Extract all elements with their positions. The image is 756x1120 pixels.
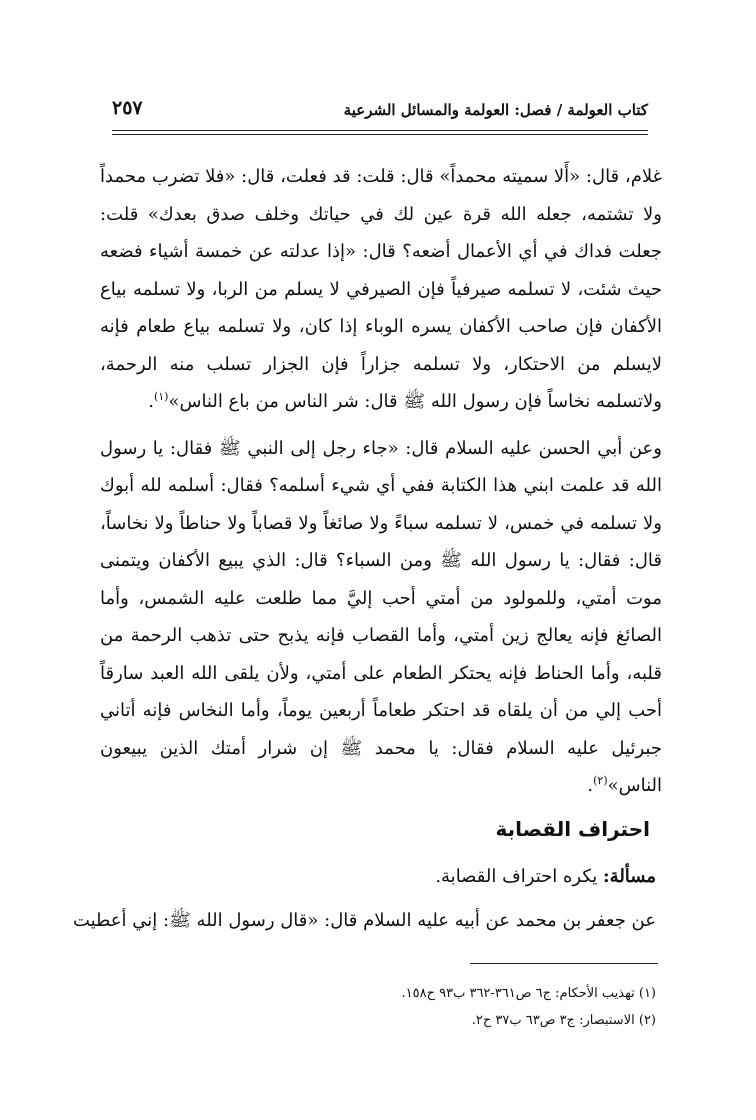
footnote-1: (١) تهذيب الأحكام: ج٦ ص٣٦١-٣٦٢ ب٩٣ ح١٥٨. [401,986,656,1001]
issue-label: مسألة: [603,866,656,887]
section-heading: احتراف القصابة [495,817,650,841]
footnote-ref-2: (٢) [593,774,608,787]
footnote-rule [470,963,658,964]
running-title: كتاب العولمة / فصل: العولمة والمسائل الشرعية [343,101,648,119]
page-header [112,93,648,129]
footnotes [300,980,656,1034]
issue-text: يكره احتراف القصابة. [435,866,598,887]
footnote-ref-1: (١) [153,390,169,403]
page-number: ٢٥٧ [112,97,143,119]
paragraph-1: غلام، قال: «أَلا سميته محمداً» قال: قلت: قد فعلت، قال: «فلا تضرب محمداً ولا تشتمه، جعله الله قرة عين لك في حياتك وخلف صدق بعدك» قلت: جعلت فداك في أي الأعمال أضعه؟ قال: «إذا عدلته عن خمسة أشياء فضعه حيث شئت، لا تسلمه صيرفياً فإن الصيرفي لا يسلم من الربا، ولا تسلمه بياع الأكفان فإن صاحب الأكفان يسره الوباء إذا كان، ولا تسلمه بياع طعام فإنه لايسلم من الاحتكار، ولا تسلمه جزاراً فإن الجزار تسلب منه الرحمة، ولاتسلمه نخاساً فإن رسول الله ﷺ قال: شر الناس من باع الناس»$^{(١)}$. [100,166,662,412]
header-rule [112,130,648,131]
issue-line [100,858,656,896]
paragraph-1-text: غلام، قال: «أَلا سميته محمداً» قال: قلت: قد فعلت، قال: «فلا تضرب محمداً ولا تشتمه، جعله الله قرة عين لك في حياتك وخلف صدق بعدك» قلت: جعلت فداك في أي الأعمال أضعه؟ قال: «إذا عدلته عن خمسة أشياء فضعه حيث شئت، لا تسلمه صيرفياً فإن الصيرفي لا يسلم من الربا، ولا تسلمه بياع الأكفان فإن صاحب الأكفان يسره الوباء إذا كان، ولا تسلمه بياع طعام فإنه لايسلم من الاحتكار، ولا تسلمه جزاراً فإن الجزار تسلب منه الرحمة، ولاتسلمه نخاساً فإن رسول الله ﷺ قال: شر الناس من باع الناس» [100,166,662,412]
narration-line: عن جعفر بن محمد عن أبيه عليه السلام قال: «قال رسول الله ﷺ: إني أعطيت [72,910,656,931]
header-rule-double [112,134,648,135]
paragraph-2: وعن أبي الحسن عليه السلام قال: «جاء رجل إلى النبي ﷺ فقال: يا رسول الله قد علمت ابني هذا الكتابة ففي أي شيء أسلمه؟ فقال: أسلمه لله أبوك ولا تسلمه في خمس، لا تسلمه سباءً ولا صائغاً ولا قصاباً ولا حناطاً ولا نخاساً، قال: فقال: يا رسول الله ﷺ ومن السباء؟ قال: الذي يبيع الأكفان ويتمنى موت أمتي، وللمولود من أمتي أحب إليَّ مما طلعت عليه الشمس، وأما الصائغ فإنه يعالج زين أمتي، وأما القصاب فإنه يذبح حتى تذهب الرحمة من قلبه، وأما الحناط فإنه يحتكر الطعام على أمتي، ولأن يلقى الله العبد سارقاً أحب إلي من أن يلقاه قد احتكر طعاماً أربعين يوماً، وأما النخاس فإنه أتاني جبرئيل عليه السلام فقال: يا محمد ﷺ إن شرار أمتك الذين يبيعون الناس»$^{(٢)}$. [100,437,662,796]
main-text [100,158,662,805]
footnote-2: (٢) الاستبصار: ج٣ ص٦٣ ب٣٧ ح٢. [471,1013,656,1028]
paragraph-2-text: وعن أبي الحسن عليه السلام قال: «جاء رجل إلى النبي ﷺ فقال: يا رسول الله قد علمت ابني هذا الكتابة ففي أي شيء أسلمه؟ فقال: أسلمه لله أبوك ولا تسلمه في خمس، لا تسلمه سباءً ولا صائغاً ولا قصاباً ولا حناطاً ولا نخاساً، قال: فقال: يا رسول الله ﷺ ومن السباء؟ قال: الذي يبيع الأكفان ويتمنى موت أمتي، وللمولود من أمتي أحب إليَّ مما طلعت عليه الشمس، وأما الصائغ فإنه يعالج زين أمتي، وأما القصاب فإنه يذبح حتى تذهب الرحمة من قلبه، وأما الحناط فإنه يحتكر الطعام على أمتي، ولأن يلقى الله العبد سارقاً أحب إلي من أن يلقاه قد احتكر طعاماً أربعين يوماً، وأما النخاس فإنه أتاني جبرئيل عليه السلام فقال: يا محمد ﷺ إن شرار أمتك الذين يبيعون الناس» [100,437,662,796]
